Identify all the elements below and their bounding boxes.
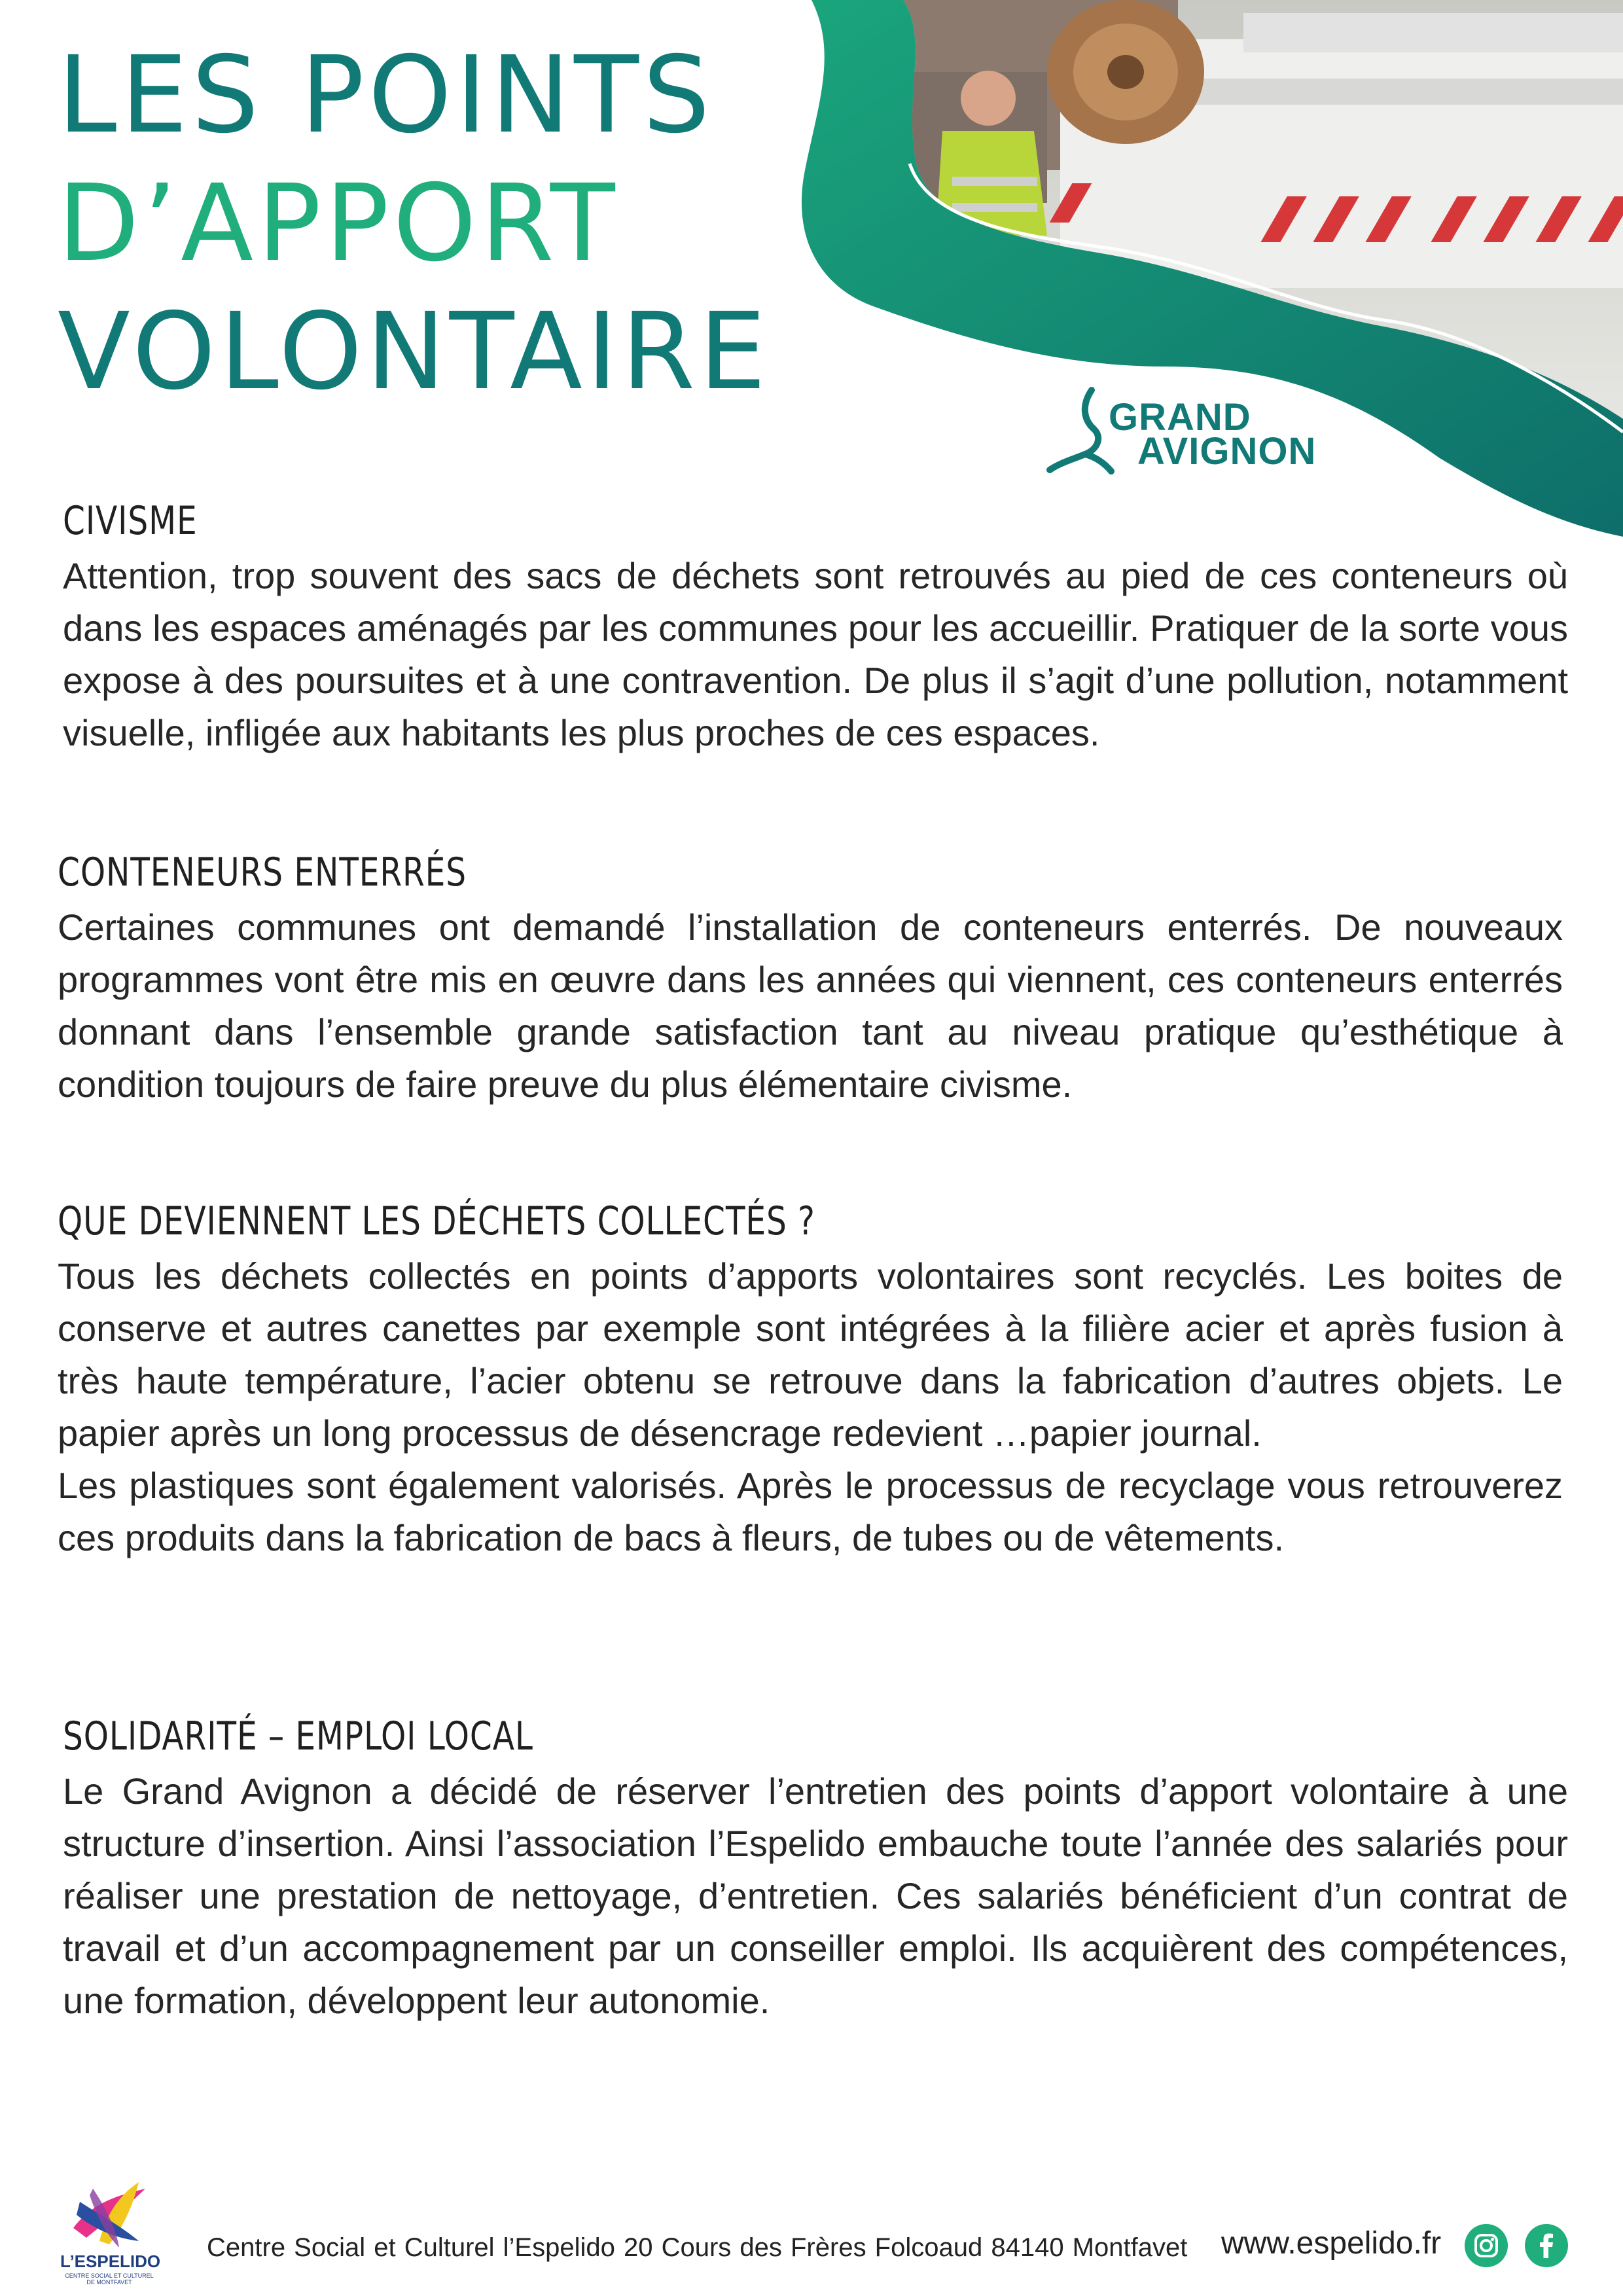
section-conteneurs-enterres bbox=[58, 849, 1563, 1111]
page-title bbox=[58, 31, 770, 416]
title-line-1: LES POINTS bbox=[58, 34, 714, 157]
section-paragraph: Tous les déchets collectés en points d’apports volontaires sont recyclés. Les boites de conserve et autres canettes par exemple sont intégrées à la filière acier et après fusion à très haute température, l’acier obtenu se retrouve dans la fabrication d’autres objets. Le papier après un long processus de désencrage redevient …papier journal. bbox=[58, 1255, 1563, 1454]
section-paragraph: Le Grand Avignon a décidé de réserver l’entretien des points d’apport volontaire à une structure d’insertion. Ainsi l’association l’Espelido embauche toute l’année des salariés pour réaliser une prestation de nettoyage, d’entretien. Ces salariés bénéficient d’un contrat de travail et d’un accompagnement par un conseiller emploi. Ils acquièrent des compétences, une formation, développent leur autonomie. bbox=[63, 1770, 1568, 2021]
section-heading: QUE DEVIENNENT LES DÉCHETS COLLECTÉS ? bbox=[58, 1198, 815, 1244]
grand-avignon-logo bbox=[1046, 386, 1327, 478]
instagram-icon[interactable] bbox=[1465, 2224, 1508, 2267]
section-solidarite-emploi bbox=[63, 1713, 1568, 2027]
espelido-logo-subtitle: CENTRE SOCIAL ET CULTUREL DE MONTFAVET bbox=[65, 2272, 154, 2286]
title-line-3: VOLONTAIRE bbox=[58, 291, 770, 414]
espelido-logo bbox=[60, 2176, 161, 2287]
logo-text-grand: GRAND bbox=[1109, 396, 1251, 439]
section-heading: SOLIDARITÉ – EMPLOI LOCAL bbox=[63, 1713, 533, 1759]
website-link[interactable]: www.espelido.fr bbox=[1221, 2226, 1442, 2261]
section-paragraph: Certaines communes ont demandé l’installation de conteneurs enterrés. De nouveaux programmes vont être mis en œuvre dans les années qui viennent, ces conteneurs enterrés donnant dans l’ensemble grande satisfaction tant au niveau pratique qu’esthétique à condition toujours de faire preuve du plus élémentaire civisme. bbox=[58, 906, 1563, 1105]
section-paragraph: Les plastiques sont également valorisés. Après le processus de recyclage vous retrouverez ces produits dans la fabrication de bacs à fleurs, de tubes ou de vêtements. bbox=[58, 1465, 1563, 1558]
facebook-icon[interactable] bbox=[1525, 2224, 1568, 2267]
espelido-logo-name: L’ESPELIDO bbox=[60, 2251, 161, 2271]
footer bbox=[0, 2160, 1623, 2296]
logo-text-avignon: AVIGNON bbox=[1137, 430, 1317, 473]
section-heading: CIVISME bbox=[63, 498, 198, 544]
footer-address: Centre Social et Culturel l’Espelido 20 Cours des Frères Folcoaud 84140 Montfavet bbox=[207, 2233, 1188, 2262]
section-dechets-collectes bbox=[58, 1198, 1563, 1564]
section-heading: CONTENEURS ENTERRÉS bbox=[58, 850, 467, 895]
section-paragraph: Attention, trop souvent des sacs de déchets sont retrouvés au pied de ces conteneurs où dans les espaces aménagés par les communes pour les accueillir. Pratiquer de la sorte vous expose à des poursuites et à une contravention. De plus il s’agit d’une pollution, notamment visuelle, infligée aux habitants les plus proches de ces espaces. bbox=[63, 555, 1568, 753]
section-civisme bbox=[63, 497, 1568, 759]
espelido-logo-mark bbox=[60, 2176, 158, 2254]
title-line-2: D’APPORT bbox=[58, 162, 619, 285]
